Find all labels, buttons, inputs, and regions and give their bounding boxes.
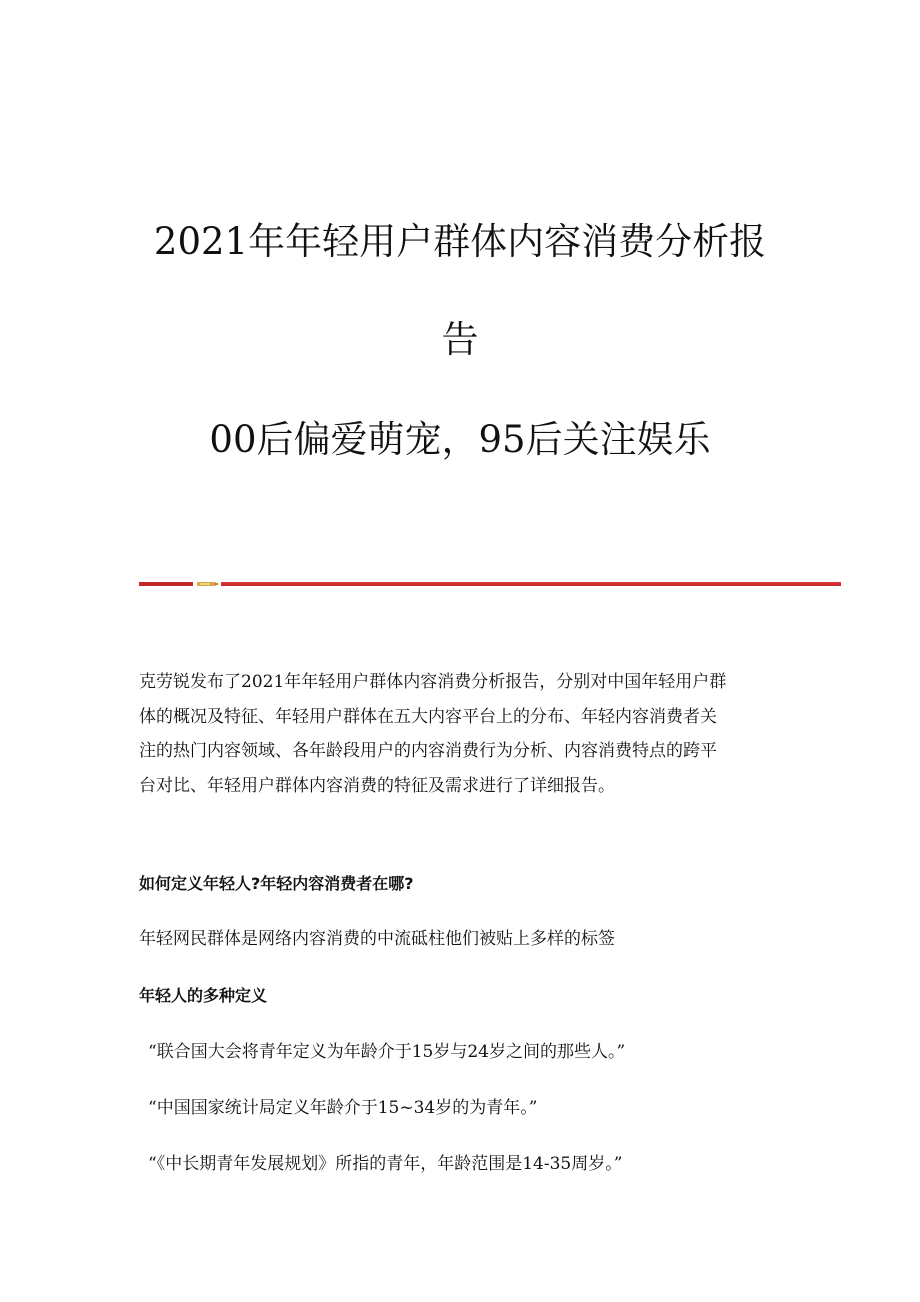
- intro-line: 克劳锐发布了2021年年轻用户群体内容消费分析报告，分别对中国年轻用户群: [139, 672, 727, 692]
- section-heading-definitions: 年轻人的多种定义: [139, 986, 268, 1005]
- divider-bar-right: [221, 582, 841, 586]
- section-heading-question: 如何定义年轻人?年轻内容消费者在哪?: [139, 874, 414, 893]
- definition-quote: “联合国大会将青年定义为年龄介于15岁与24岁之间的那些人。”: [148, 1042, 626, 1062]
- document-title: 2021年年轻用户群体内容消费分析报: [153, 220, 767, 263]
- pencil-ornament-icon: [195, 581, 219, 587]
- definition-quote: “中国国家统计局定义年龄介于15~34岁的为青年。”: [148, 1098, 538, 1118]
- intro-line: 台对比、年轻用户群体内容消费的特征及需求进行了详细报告。: [139, 775, 615, 796]
- intro-line: 体的概况及特征、年轻用户群体在五大内容平台上的分布、年轻内容消费者关: [139, 706, 717, 727]
- intro-paragraph: [139, 665, 789, 835]
- intro-line: 注的热门内容领域、各年龄段用户的内容消费行为分析、内容消费特点的跨平: [139, 741, 717, 761]
- document-subtitle: 00后偏爱萌宠，95后关注娱乐: [209, 418, 711, 461]
- divider-bar-left: [139, 582, 193, 586]
- document-title-continued: 告: [441, 318, 479, 361]
- section-text-question: 年轻网民群体是网络内容消费的中流砥柱他们被贴上多样的标签: [139, 929, 615, 949]
- title-divider: [139, 581, 841, 587]
- definition-quote: “《中长期青年发展规划》所指的青年，年龄范围是14-35周岁。”: [148, 1154, 623, 1174]
